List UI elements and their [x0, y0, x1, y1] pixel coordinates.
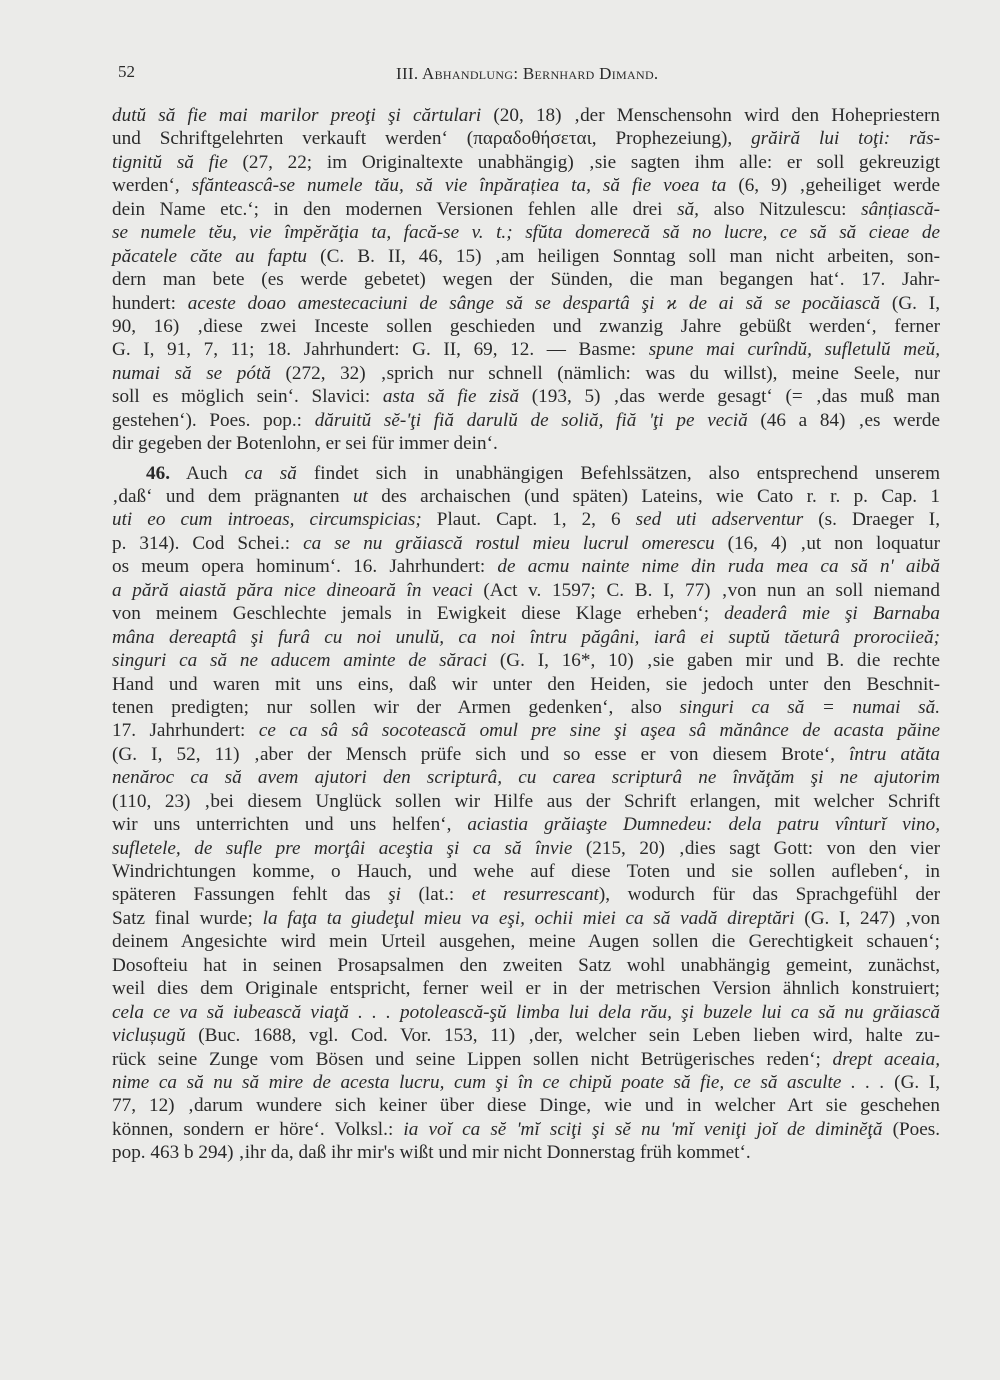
- text-run: dein Name etc.‘; in den modernen Versionen fehlen alle drei: [112, 198, 678, 220]
- text-line: [112, 292, 940, 315]
- text-run: [513, 222, 526, 243]
- text-run: rück seine Zunge vom Bösen und seine Lippen sollen nicht Betrügerisches reden‘;: [112, 1048, 833, 1070]
- text-line: [112, 198, 940, 221]
- text-run: findet sich in unabhängigen Befehlssätzen, also entsprechend unserem: [296, 462, 940, 484]
- text-run: Hand und waren mit uns eins, daß wir unter den Heiden, sie jedoch unter den Beschnit-: [112, 673, 940, 695]
- italic-citation: sufletele, de sufle pre morţâi aceştia şi ca să învie: [112, 837, 573, 859]
- italic-citation: aceste doao amestecaciuni de sânge să se despartâ şi ϰ de ai să se pocăiască: [187, 292, 881, 314]
- text-run: (G. I, 52, 11) ‚aber der Mensch prüfe sich und so esse er von diesem Brote‘,: [112, 743, 850, 765]
- text-line: [112, 1118, 940, 1141]
- text-run: (193, 5) ‚das werde gesagt‘ (= ‚das muß man: [519, 386, 940, 408]
- italic-citation: asta să fie zisă: [382, 386, 520, 408]
- italic-citation: singuri ca să ne aducem aminte de săraci: [112, 650, 488, 672]
- text-line: [112, 127, 940, 150]
- paragraph-1: [112, 104, 940, 456]
- text-line: [112, 696, 940, 719]
- text-run: des archaischen (und späten) Lateins, wie Cato r. r. p. Cap. 1: [367, 486, 940, 507]
- text-line: [112, 766, 940, 789]
- italic-citation: sfŭta domerecă să no lucre, ce să să cieae de: [525, 222, 940, 244]
- italic-citation: grăiră lui toţi: răs-: [751, 128, 940, 150]
- text-line: [112, 432, 940, 455]
- text-run: ), wodurch für das Sprachgefühl der: [598, 884, 940, 906]
- text-line: [112, 837, 940, 860]
- text-line: [112, 385, 940, 408]
- text-line: [112, 221, 940, 244]
- running-head: III. Abhandlung: Bernhard Dimand.: [396, 64, 659, 83]
- text-run: pop. 463 b 294) ‚ihr da, daß ihr mir's wißt und mir nicht Donnerstag früh kommet‘.: [112, 1142, 751, 1164]
- italic-citation: ca se nu grăiască rostul mieu lucrul omerescu: [303, 532, 715, 554]
- text-run: und Schriftgelehrten verkauft werden‘ (παραδοθήσεται, Prophezeiung),: [112, 128, 752, 150]
- text-line: [112, 532, 940, 555]
- text-run: (G. I, 16*, 10) ‚sie gaben mir und B. die rechte: [487, 650, 940, 672]
- text-run: soll es möglich sein‘. Slavici:: [112, 386, 383, 408]
- text-line: [112, 268, 940, 291]
- italic-citation: deaderâ mie şi Barnaba: [724, 603, 940, 625]
- section-number: 46.: [146, 462, 170, 484]
- italic-citation: dăruitŭ sĕ-'ţi fiă darulŭ de soliă, fiă 'ţi pe veciă: [314, 409, 748, 431]
- italic-citation: nenăroc ca să avem ajutori den scripturâ, cu carea scripturâ ne învăţăm şi ne ajutorim: [112, 767, 940, 789]
- text-line: [112, 1094, 940, 1117]
- text-run: Satz final wurde;: [112, 907, 263, 929]
- text-run: dern man bete (es werde gebetet) wegen der Sünden, die man begangen hat‘. 17. Jahr-: [112, 269, 940, 291]
- text-line: [112, 602, 940, 625]
- italic-citation: la faţa ta giudeţul mieu va eşi, ochii miei ca să vadă direptări: [262, 907, 795, 929]
- italic-citation: ce ca sâ sâ socotească omul pre sine şi aşea sâ mănânce de acasta păine: [258, 720, 940, 742]
- text-run: (Poes.: [882, 1118, 941, 1140]
- text-line: [112, 860, 940, 883]
- text-line: [112, 338, 940, 361]
- text-run: (16, 4) ‚ut non loquatur: [714, 532, 940, 554]
- text-line: [112, 555, 940, 578]
- italic-citation: ia voĭ ca sĕ 'mĭ sciţi şi sĕ nu 'mĭ veniţi joĭ de diminĕţă: [403, 1118, 883, 1140]
- text-line: [112, 626, 940, 649]
- italic-citation: dutŭ să fie mai marilor preoţi şi cărtulari: [112, 105, 482, 126]
- italic-citation: singuri ca să = numai să.: [679, 696, 940, 718]
- italic-citation: cela ce va să iubească viaţă . . . potolească-şŭ limba lui dela rău, şi buzele lui ca să nu grăiască: [112, 1001, 940, 1023]
- text-line: [112, 954, 940, 977]
- text-line: [112, 579, 940, 602]
- text-line: [112, 673, 940, 696]
- text-run: von meinem Geschlechte jemals in Ewigkeit diese Klage erheben‘;: [112, 603, 725, 625]
- text-run: (G. I, 247) ‚von: [794, 907, 940, 929]
- text-run: können, sondern er höre‘. Volksl.:: [112, 1118, 404, 1140]
- text-line: [112, 743, 940, 766]
- italic-citation: numai să se pótă: [112, 362, 271, 384]
- text-line: [112, 1141, 940, 1164]
- italic-citation: drept aceaia,: [832, 1048, 940, 1070]
- text-run: Auch: [169, 462, 245, 484]
- text-line: [112, 790, 940, 813]
- text-run: (Act v. 1597; C. B. I, 77) ‚von nun an soll niemand: [472, 579, 940, 601]
- italic-citation: uti eo cum introeas, circumspicias;: [112, 509, 422, 531]
- text-run: also Nitzulescu:: [698, 198, 862, 220]
- text-run: (215, 20) ‚dies sagt Gott: von den vier: [572, 837, 940, 859]
- page-header: [118, 62, 938, 90]
- text-run: weil dies dem Originale entspricht, ferner weil er in der metrischen Version ähnlich konstruiert;: [112, 978, 940, 1000]
- text-line: [112, 930, 940, 953]
- text-run: 17. Jahrhundert:: [112, 720, 259, 742]
- text-run: Plaut. Capt. 1, 2, 6: [421, 509, 636, 531]
- text-line: [112, 315, 940, 338]
- text-run: (27, 22; im Originaltexte unabhängig) ‚sie sagten ihm alle: er soll gekreuzigt: [227, 151, 940, 173]
- text-run: G. I, 91, 7, 11; 18. Jahrhundert: G. II, 69, 12. — Basme:: [112, 339, 649, 361]
- text-run: (110, 23) ‚bei diesem Unglück sollen wir Hilfe aus der Schrift erlangen, mit welcher Schrift: [112, 790, 940, 812]
- text-line: [112, 883, 940, 906]
- italic-citation: sfănteascâ-se numele tău, să vie înpărațiea ta, să fie voea ta: [191, 175, 727, 197]
- text-line: [112, 485, 940, 508]
- italic-citation: viclușugŭ: [112, 1025, 186, 1047]
- text-line: [112, 1071, 940, 1094]
- text-run: 90, 16) ‚diese zwei Inceste sollen geschieden und zwanzig Jahre gebüßt werden‘, ferner: [112, 315, 940, 337]
- text-run: tenen predigten; nur sollen wir der Armen gedenken‘, also: [112, 696, 680, 718]
- italic-citation: aciastia grăiaşte Dumnedeu: dela patru vînturĭ vino,: [467, 814, 940, 836]
- italic-citation: nime ca să nu să mire de acesta lucru, cum şi în ce chipŭ poate să fie, ce să asculte . . .: [112, 1071, 885, 1093]
- text-line: [112, 462, 940, 485]
- text-run: (272, 32) ‚sprich nur schnell (nämlich: was du willst), meine Seele, nur: [270, 362, 941, 384]
- italic-citation: sed uti adserventur: [635, 509, 804, 531]
- text-line: [112, 813, 940, 836]
- text-line: [112, 174, 940, 197]
- italic-citation: întru atăta: [849, 743, 940, 765]
- italic-citation: se numele tĕu, vie împĕrăţia ta, facă-se v. t.;: [112, 222, 513, 244]
- italic-citation: tignitŭ să fie: [112, 151, 228, 173]
- italic-citation: spune mai curîndŭ, sufletulŭ meŭ,: [648, 339, 940, 361]
- text-line: [112, 1024, 940, 1047]
- text-run: (C. B. II, 46, 15) ‚am heiligen Sonntag soll man nicht arbeiten, son-: [307, 245, 940, 267]
- italic-citation: şi: [388, 884, 401, 906]
- text-run: (s. Draeger I,: [803, 509, 940, 531]
- italic-citation: ut: [352, 486, 368, 507]
- text-run: (G. I,: [880, 292, 940, 314]
- text-run: dir gegeben der Botenlohn, er sei für immer dein‘.: [112, 433, 498, 455]
- text-run: ‚daß‘ und dem prägnanten: [112, 486, 353, 507]
- text-run: (lat.:: [400, 884, 472, 906]
- text-run: Dosofteiu hat in seinen Prosapsalmen den zweiten Satz wohl unabhängig gemeint, zunächst,: [112, 954, 940, 976]
- text-line: [112, 409, 940, 432]
- text-line: [112, 362, 940, 385]
- text-run: hundert:: [112, 292, 188, 314]
- text-line: [112, 977, 940, 1000]
- text-line: [112, 1001, 940, 1024]
- text-run: gestehen‘). Poes. pop.:: [112, 409, 315, 431]
- text-line: [112, 508, 940, 531]
- text-run: 77, 12) ‚darum wundere sich keiner über diese Dinge, wie und in welcher Art sie geschehen: [112, 1095, 940, 1117]
- text-line: [112, 1048, 940, 1071]
- italic-citation: ca să: [244, 462, 297, 484]
- text-run: os meum opera hominum‘. 16. Jahrhundert:: [112, 556, 498, 578]
- body-text: [112, 104, 940, 1165]
- text-line: [112, 104, 940, 127]
- text-run: p. 314). Cod Schei.:: [112, 532, 304, 554]
- text-run: (Buc. 1688, vgl. Cod. Vor. 153, 11) ‚der, welcher sein Leben lieben wird, halte zu-: [185, 1025, 940, 1047]
- paragraph-2: [112, 462, 940, 1165]
- page-number: 52: [118, 62, 135, 81]
- text-line: [112, 649, 940, 672]
- text-run: (6, 9) ‚geheiliget werde: [726, 175, 941, 197]
- italic-citation: a pără aiastă păra nice dineoară în veaci: [112, 579, 473, 601]
- text-run: wir uns unterrichten und uns helfen‘,: [112, 814, 468, 836]
- text-run: deinem Angesichte wird mein Urteil ausgehen, meine Augen sollen die Gerechtigkeit schauen‘;: [112, 931, 940, 953]
- text-line: [112, 719, 940, 742]
- text-line: [112, 907, 940, 930]
- italic-citation: sânțiască-: [861, 198, 941, 220]
- text-line: [112, 151, 940, 174]
- text-run: späteren Fassungen fehlt das: [112, 884, 389, 906]
- italic-citation: să,: [677, 198, 699, 220]
- italic-citation: mâna dereaptâ şi furâ cu noi unulŭ, ca noi întru păgâni, iarâ ei suptŭ tăeturâ prorociieă;: [112, 626, 940, 648]
- text-line: [112, 245, 940, 268]
- italic-citation: păcatele căte au faptu: [112, 245, 308, 267]
- text-run: (G. I,: [884, 1071, 941, 1093]
- text-run: (46 a 84) ‚es werde: [747, 409, 941, 431]
- text-run: Windrichtungen komme, o Hauch, und wehe auf diese Toten und sie sollen aufleben‘, in: [112, 861, 940, 882]
- italic-citation: et resurrescant: [471, 884, 599, 906]
- text-run: werden‘,: [112, 175, 192, 197]
- text-run: (20, 18) ‚der Menschensohn wird den Hohepriestern: [481, 105, 940, 126]
- italic-citation: de acmu nainte nime din ruda mea ca să n' aibă: [497, 556, 940, 578]
